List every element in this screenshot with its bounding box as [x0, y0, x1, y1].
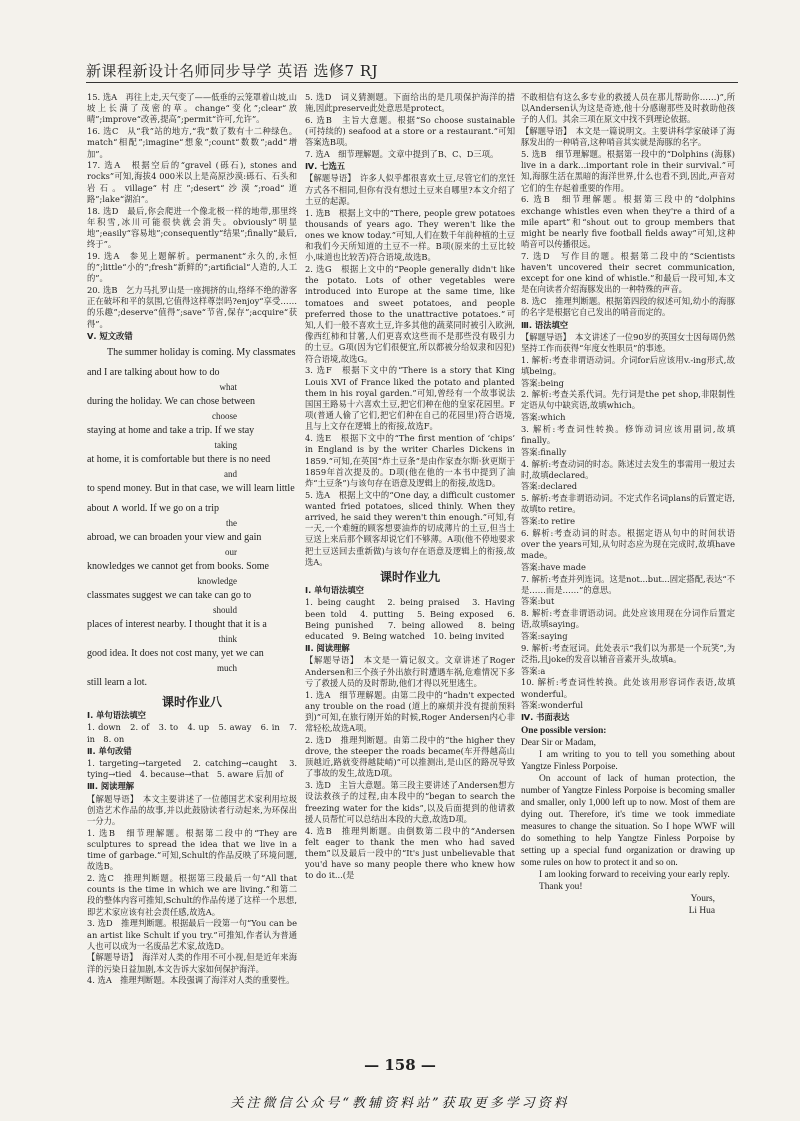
correction-word: should — [212, 604, 237, 615]
footer-note: 关注微信公众号“教辅资料站”获取更多学习资料 — [230, 1096, 570, 1111]
answer-item: 7. 选A 细节理解题。文章中提到了B、C、D三项。 — [305, 149, 499, 160]
answer-item: 答案:wonderful — [521, 700, 584, 711]
answer-line: 1. being caught 2. being praised 3. Having been told 4. putting 5. Being exposed 6. Being punished 7. being allowed 8. being educated 9. Being watched 10. being invited — [305, 597, 515, 642]
passage-line — [87, 479, 297, 528]
answer-item: 6. 选B 主旨大意题。根据“So choose sustainable (可持续的) seafood at a store or a restaurant.”可知答案选B项。 — [305, 114, 515, 148]
answer-item: 答案:a — [521, 665, 546, 676]
answer-line: 1. targeting→targeted 2. catching→caught 3. tying→tied 4. because→that 5. aware 后加 of — [87, 757, 297, 780]
answer-item: 答案:which — [521, 412, 566, 423]
answer-item: 8. 选C 推理判断题。根据第四段的叙述可知,幼小的海豚的名字是根据它自己发出的哨音而定的。 — [521, 296, 735, 318]
answer-item: 答案:to retire — [521, 516, 576, 527]
homework-title: 课时作业九 — [379, 570, 440, 585]
passage-text: classmates suggest we can take can go to — [87, 589, 252, 601]
passage-line — [87, 392, 297, 421]
correction-word: taking — [214, 439, 237, 450]
correction-word: our — [225, 546, 237, 557]
essay-paragraph: I am writing to you to tell you something about Yangtze Finless Porpoise. — [521, 749, 735, 772]
passage-text: still learn a lot. — [87, 676, 147, 688]
answer-item: 5. 选B 细节理解题。根据第一段中的“Dolphins (海豚) live in a dark…important role in their survival.”可知,海豚生活在黑暗的海洋世界,什么也看不到,因此,声音对它们的生存起着重要的作用。 — [521, 149, 735, 193]
page-number: — 158 — — [364, 1056, 436, 1074]
answer-item: 【解题导语】 本文主要讲述了一位德国艺术家利用垃圾创造艺术作品的故事,并以此鼓励读者行动起来,为环保出一分力。 — [87, 793, 297, 826]
answer-item: 17. 选A 根据空后的“gravel (砾石), stones and rocks”可知,海拔4 000米以上是高原沙漠:砾石、石头和岩石。village“村庄”;desert“沙漠”;road“道路”;lake“湖泊”。 — [87, 160, 297, 204]
answer-item: 【解题导语】 海洋对人类的作用不可小视,但是近年来海洋的污染日益加剧,本文告诉大家如何保护海洋。 — [87, 952, 297, 974]
answer-item: 8. 解析:考查非谓语动词。此处应该用现在分词作后置定语,故填saying。 — [521, 608, 735, 630]
answer-item: 18. 选D 最后,你会爬进一个像北极一样的地带,那里终年积雪,冰川可能很快就会消失。obviously“明显地”;easily“容易地”;consequently“结果”;finally“最后,终于”。 — [87, 205, 297, 250]
passage-text: knowledges we cannot get from books. Some — [87, 560, 269, 572]
answer-item: 6. 解析:考查动词的时态。根据定语从句中的时间状语over the years可知,从句时态应为现在完成时,故填have made。 — [521, 527, 735, 561]
section-heading: Ⅳ. 书面表达 — [521, 712, 570, 723]
passage-text: staying at home and take a trip. If we stay — [87, 424, 255, 436]
answer-item: 【解题导语】 许多人似乎都很喜欢土豆,尽管它们的烹饪方式各不相同,但你有没有想过土豆来自哪里?本文介绍了土豆的起源。 — [305, 173, 515, 206]
answer-item: 【解题导语】 本文讲述了一位90岁的英国女士因每周仍然坚持工作而获得“年度女性职员”的事迹。 — [521, 331, 735, 353]
essay-paragraph: Dear Sir or Madam, — [521, 737, 596, 748]
section-heading: Ⅱ. 阅读理解 — [305, 643, 350, 654]
answer-line: 1. down 2. of 3. to 4. up 5. away 6. in 7. in 8. on — [87, 722, 297, 744]
answer-item: 10. 解析:考查词性转换。此处该用形容词作表语,故填wonderful。 — [521, 677, 735, 699]
answer-item: 1. 选B 细节理解题。根据第二段中的“They are sculptures to spread the idea that we live in a time of garbage.”可知,Schult的作品反映了环境问题,故选B。 — [87, 827, 297, 872]
answer-item: 7. 解析:考查并列连词。这是not...but...固定搭配,表达“不是……而是……”的意思。 — [521, 573, 735, 595]
answer-item: 5. 选A 根据上文中的“One day, a difficult customer wanted fried potatoes, sliced thinly. When they arrived, he said they weren't thin enough.”可知,有一天,一个难缠的顾客想要油炸的切成薄片的土豆,但当土豆送上来后那个顾客却说它们不够薄。A项(他不停地要求把土豆送回去重新做)与该句存在语意及逻辑上的衔接,故选A。 — [305, 489, 515, 567]
passage-line — [87, 528, 297, 557]
essay-heading: One possible version: — [521, 725, 607, 736]
section-heading: Ⅲ. 语法填空 — [521, 319, 569, 330]
answer-item: 答案:but — [521, 596, 555, 607]
essay-paragraph: I am looking forward to receiving your early reply. — [539, 869, 730, 880]
answer-item: 【解题导语】 本文是一篇记叙文。文章讲述了Roger Andersen和三个孩子外出旅行时遭遇车祸,危难情况下多亏了救援人员的及时帮助,他们才得以死里逃生。 — [305, 655, 515, 688]
passage-line — [87, 450, 297, 479]
answer-item: 答案:declared — [521, 481, 578, 492]
column-middle — [305, 92, 515, 1052]
correction-word: choose — [212, 410, 237, 421]
correction-word: and — [224, 468, 237, 479]
answer-item: 4. 解析:考查动词的时态。陈述过去发生的事需用一般过去时,故填declared。 — [521, 458, 735, 480]
error-correction-passage — [87, 343, 297, 693]
correction-word: think — [218, 633, 237, 644]
column-left — [87, 92, 297, 1052]
section-heading: Ⅲ. 阅读理解 — [87, 781, 135, 792]
answer-item: 不敢相信有这么多专业的救援人员在那儿帮助你……)”,所以Andersen认为这是奇迹,他十分感谢那些及时救助他孩子的人们。其余三项在原文中找不到理论依据。 — [521, 92, 735, 125]
passage-line — [87, 557, 297, 586]
correction-word: what — [219, 381, 237, 392]
passage-text: abroad, we can broaden your view and gain — [87, 531, 262, 543]
passage-text: during the holiday. We can chose between — [87, 395, 256, 407]
essay-closing: Yours, — [690, 893, 715, 904]
header-rule — [86, 82, 738, 83]
homework-title: 课时作业八 — [161, 694, 222, 709]
answer-item: 答案:have made — [521, 561, 586, 572]
answer-item: 15. 选A 再往上走,天气变了——低垂的云笼罩着山坡,山坡上长满了茂密的草。change“变化”;clear“放晴”;improve“改善,提高”;permit“许可,允许”。 — [87, 92, 297, 125]
answer-item: 5. 解析:考查非谓语动词。不定式作名词plans的后置定语,故填to retire。 — [521, 493, 735, 515]
section-heading: Ⅴ. 短文改错 — [87, 330, 133, 341]
section-heading: Ⅰ. 单句语法填空 — [305, 585, 364, 596]
answer-item: 20. 选B 乞力马扎罗山是一座拥挤的山,络绎不绝的游客正在破坏和平的氛围,它值得这样尊崇吗?enjoy“享受……的乐趣”;deserve“值得”;save“节省,保存”;acquire“获得”。 — [87, 284, 297, 329]
answer-item: 4. 选E 根据下文中的“The first mention of ‘chips’ in England is by the writer Charles Dickens in 1859.”可知,在英国“炸土豆条”是由作家查尔斯·狄更斯于1859年首次提及的。D项(他在他的一本书中提到了油炸“土豆条”)与该句存在语意及逻辑上的衔接,故选D。 — [305, 433, 515, 488]
answer-item: 1. 解析:考查非谓语动词。介词for后应该用v.-ing形式,故填being。 — [521, 354, 735, 376]
answer-item: 16. 选C 从“我”站的地方,“我”数了数有十二种绿色。match“相配”;imagine“想象”;count“数数”;add“增加”。 — [87, 126, 297, 159]
passage-line — [87, 644, 297, 673]
answer-item: 【解题导语】 本文是一篇说明文。主要讲科学家破译了海豚发出的一种哨音,这种哨音其实就是海豚的名字。 — [521, 126, 735, 148]
answer-item: 3. 解析:考查词性转换。修饰动词应该用副词,故填finally。 — [521, 423, 735, 446]
answer-item: 3. 选D 推理判断题。根据最后一段第一句“You can be an artist like Schult if you try.”可推知,作者认为普通人也可以成为一名废品艺术家,故选D。 — [87, 918, 297, 951]
correction-word: the — [226, 517, 237, 528]
answer-item: 2. 解析:考查关系代词。先行词是the pet shop,非限制性定语从句中缺宾语,故填which。 — [521, 389, 735, 411]
answer-item: 3. 选D 主旨大意题。第三段主要讲述了Andersen想方设法救孩子的过程,由本段中的“began to search the freezing water for the kids”,以及后面提到的他请救援人员帮忙可以总结出本段的大意,故选D项。 — [305, 780, 515, 824]
section-heading: Ⅰ. 单句语法填空 — [87, 710, 146, 721]
answer-item: 3. 选F 根据下文中的“There is a story that King Louis XVI of France liked the potato and planted them in his royal garden.”可知,曾经有一个故事说法国国王路易十六喜欢土豆,把它们种在他的皇家花园里。F项(普通人偷了它们,把它们种在自己的花园里)符合语境,且与上文存在逻辑上的衔接,故选F。 — [305, 365, 515, 432]
column-right — [521, 92, 735, 1052]
passage-line — [87, 343, 297, 392]
answer-item: 答案:finally — [521, 446, 567, 457]
answer-item: 答案:being — [521, 377, 564, 388]
passage-text: The summer holiday is coming. My classmates and I are talking about how to do — [87, 346, 296, 378]
passage-text: places of interest nearby. I thought that it is a — [87, 618, 267, 630]
correction-word: knowledge — [197, 575, 237, 586]
running-header: 新课程新设计名师同步导学 英语 选修7 RJ — [86, 62, 379, 80]
passage-text: good idea. It does not cost many, yet we can — [87, 647, 264, 659]
answer-item: 7. 选D 写作目的题。根据第二段中的“Scientists haven't uncovered their secret communication, except for one kind of whistle.”和最后一段可知,本文是在向读者介绍海豚发出的一种特殊的声音。 — [521, 250, 735, 295]
essay-paragraph: On account of lack of human protection, the number of Yangtze Finless Porpoise is becoming smaller and smaller, only 1,000 left up to now. Most of them are dying out. Therefore, it's time we took immediate measures to change the situation. So I hope WWF will do something to help Yangtze Finless Porpoise by setting up a special fund organization or drawing up some rules on how to protect it and so on. — [521, 773, 735, 868]
answer-item: 6. 选B 细节理解题。根据第三段中的“dolphins exchange whistles even when they're a third of a mile apart”和“shout out to group members that might be nearly five football fields away”可知,这种哨音可以传播很远。 — [521, 194, 735, 250]
answer-item: 1. 选A 细节理解题。由第二段中的“hadn't expected any trouble on the road (道上的麻烦并没有提前预料到)”可知,在旅行刚开始的时候,Roger Andersen内心非常轻松,故选A项。 — [305, 689, 515, 734]
section-heading: Ⅱ. 单句改错 — [87, 745, 132, 756]
answer-item: 9. 解析:考查冠词。此处表示“我们以为那是一个玩笑”,为泛指,且joke的发音以辅音音素开头,故填a。 — [521, 642, 735, 664]
essay-paragraph: Thank you! — [539, 881, 583, 892]
answer-item: 2. 选D 推理判断题。由第二段中的“the higher they drove, the steeper the roads became(车开得越高山顶越近,路就变得越陡峭)”可以推测出,是山区的路况导致了事故的发生,故选D项。 — [305, 734, 515, 779]
passage-line — [87, 673, 297, 693]
passage-line — [87, 586, 297, 615]
answer-item: 5. 选D 词义猜测题。下面给出的是几项保护海洋的措施,因此preserve此处意思是protect。 — [305, 92, 515, 114]
passage-line — [87, 615, 297, 644]
answer-item: 2. 选C 推理判断题。根据第三段最后一句“All that counts is the time in which we are living.”和第二段的整体内容可推知,Schult的作品传递了这样一个思想,即艺术家应该有社会责任感,故选A。 — [87, 873, 297, 917]
answer-item: 2. 选G 根据上文中的“People generally didn't like the potato. Lots of other vegetables were introduced into Europe at the same time, like tomatoes and sweet potatoes, and people preferred those to the unattractive potatoes.”可知,人们一般不喜欢土豆,许多其他的蔬菜同时被引入欧洲,像西红柿和甘薯,人们更喜欢这些而不是那些没有吸引力的土豆。G项(因为它们很便宜,所以都被分给奴隶和囚犯)符合语境,故选G。 — [305, 264, 515, 364]
answer-item: 答案:saying — [521, 631, 568, 642]
passage-text: at home, it is comfortable but there is no need — [87, 453, 271, 465]
correction-word: much — [217, 662, 237, 673]
answer-item: 4. 选B 推理判断题。由倒数第二段中的“Andersen felt eager to thank the men who had saved them”以及最后一段中的“It's just unbelievable that you'd have so many people there who knew how to do it...(是 — [305, 825, 515, 881]
answer-item: 1. 选B 根据上文中的“There, people grew potatoes thousands of years ago. They weren't like the ones we know today.”可知,人们在数千年前种植的土豆和我们今天所知道的土豆不一样。B项(原来的土豆比较小,味道也比较苦)符合语境,故选B。 — [305, 207, 515, 263]
answer-item: 4. 选A 推理判断题。本段强调了海洋对人类的重要性。 — [87, 975, 295, 986]
essay-signature: Li Hua — [688, 905, 715, 916]
passage-line — [87, 421, 297, 450]
passage-text: to spend money. But in that case, we will learn little about ∧ world. If we go on a trip — [87, 482, 295, 514]
answer-item: 19. 选A 参见上题解析。permanent“永久的,永恒的”;little“小的”;fresh“新鲜的”;artificial“人造的,人工的”。 — [87, 250, 297, 284]
section-heading: Ⅳ. 七选五 — [305, 161, 346, 172]
